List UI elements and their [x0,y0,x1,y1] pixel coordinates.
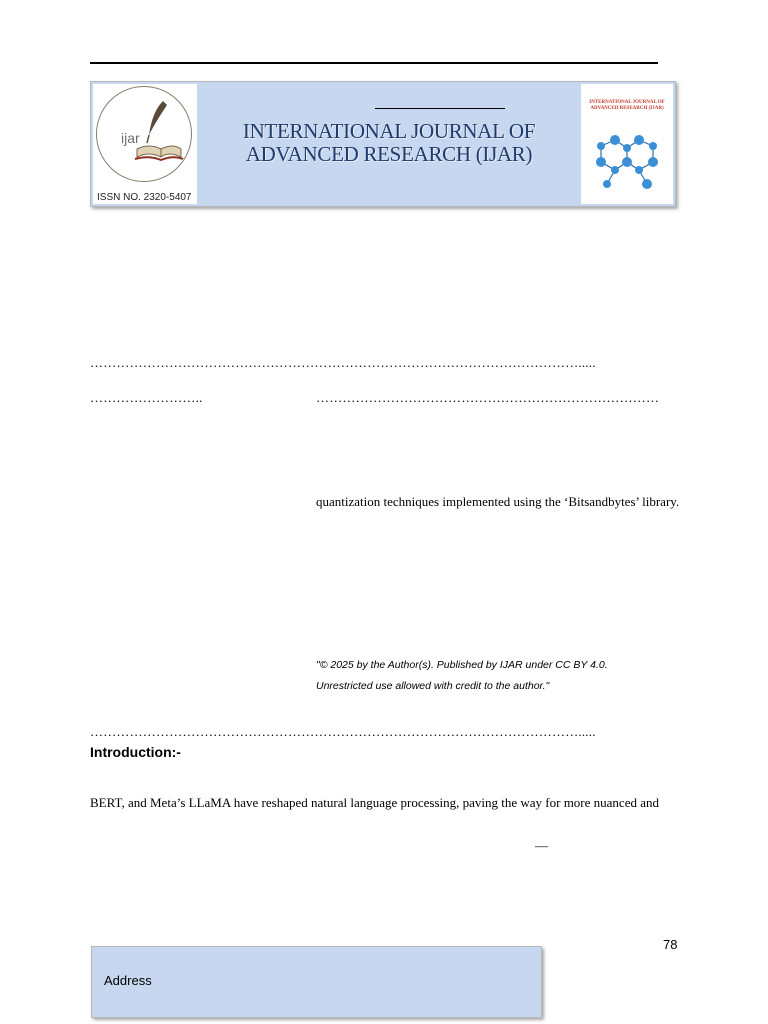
page-number: 78 [663,937,678,952]
journal-banner [90,81,676,207]
separator-bottom: …………………………………………………………………………………………………..... [90,725,596,739]
cover-title: INTERNATIONAL JOURNAL OF ADVANCED RESEARCH (IJAR) [589,100,665,111]
journal-title-line2: ADVANCED RESEARCH (IJAR) [245,142,533,166]
dash-mark: — [535,838,548,853]
separator-top: …………………………………………………………………………………………………..... [90,356,596,370]
title-rule [375,108,505,109]
separator-right: …………………………………………………………………… [316,391,660,405]
issn-number: ISSN NO. 2320-5407 [97,192,192,203]
introduction-line: BERT, and Meta’s LLaMA have reshaped natural language processing, paving the way for more nuanced and [90,795,659,810]
separator-left: …………………….. [90,391,203,405]
copyright-line1: "© 2025 by the Author(s). Published by IJAR under CC BY 4.0. [316,659,608,671]
quill-book-icon [97,87,191,181]
introduction-heading: Introduction:- [90,744,181,760]
journal-logo [96,86,192,182]
address-box [91,946,542,1018]
abstract-line: quantization techniques implemented using the ‘Bitsandbytes’ library. [316,494,680,509]
copyright-line2: Unrestricted use allowed with credit to the author." [316,680,550,692]
molecule-icon [581,84,673,204]
address-label: Address [104,973,152,988]
logo-text: ijar [121,130,140,146]
journal-cover-image [581,84,673,204]
journal-title [209,120,569,166]
copyright-notice [316,655,678,697]
journal-title-line1: INTERNATIONAL JOURNAL OF [242,119,536,143]
journal-logo-panel [93,84,197,204]
top-rule [90,62,658,64]
